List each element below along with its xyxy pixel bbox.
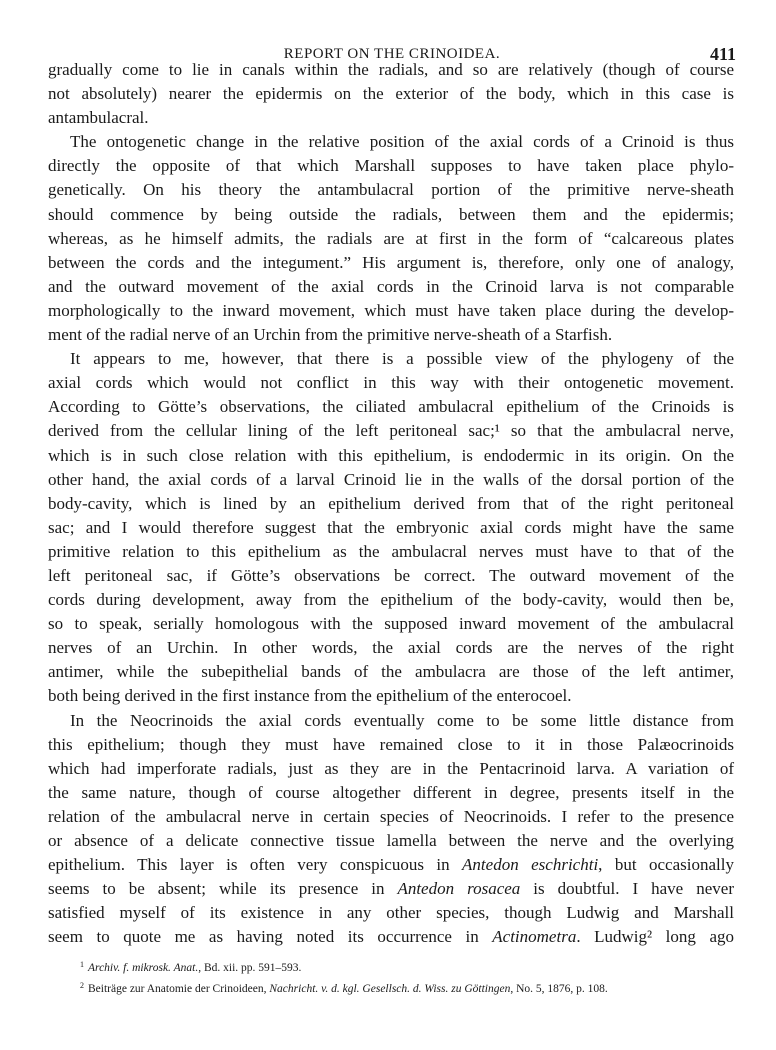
text-line: body-cavity, which is lined by an epithelium derived from that of the right peritoneal <box>48 493 734 513</box>
running-title: REPORT ON THE CRINOIDEA. <box>283 46 501 62</box>
italic-text: Antedon rosacea <box>397 879 521 899</box>
text-line: primitive relation to this epithelium as the ambulacral nerves must have to that of the <box>48 541 734 561</box>
text-line: antambulacral. <box>48 108 149 128</box>
italic-text: Archiv. f. mikrosk. Anat. <box>88 962 199 974</box>
text-line: gradually come to lie in canals within the radials, and so are relatively (though of course <box>48 60 734 79</box>
text-line: It appears to me, however, that there is a possible view of the phylogeny of the <box>70 349 734 369</box>
text-line <box>48 877 734 901</box>
text-line: this epithelium; though they must have remained close to it in those Palæocrinoids <box>48 734 734 754</box>
text-segment: Beiträge zur Anatomie der Crinoideen, <box>88 983 270 995</box>
text-line: morphologically to the inward movement, which must have taken place during the develop- <box>48 300 734 320</box>
text-line: derived from the cellular lining of the left peritoneal sac;¹ so that the ambulacral nerve, <box>48 421 734 441</box>
text-line: which is in such close relation with this epithelium, is endodermic in its origin. On the <box>48 445 734 465</box>
italic-text: Actinometra <box>492 927 577 947</box>
text-segment: seems to be absent; while its presence in <box>48 879 398 899</box>
text-line: ment of the radial nerve of an Urchin from the primitive nerve-sheath of a Starfish. <box>48 325 613 345</box>
footnotes <box>80 956 740 998</box>
text-segment: . Ludwig² long ago <box>576 927 734 947</box>
text-segment: , Bd. xii. pp. 591–593. <box>198 962 302 974</box>
text-line: or absence of a delicate connective tissue lamella between the nerve and the overlying <box>48 831 734 850</box>
text-line: so to speak, serially homologous with the supposed inward movement of the ambulacral <box>48 614 734 634</box>
italic-text: Antedon eschrichti <box>462 855 599 875</box>
text-line <box>48 925 734 949</box>
text-line: nerves of an Urchin. In other words, the axial cords are the nerves of the right <box>48 638 734 658</box>
text-line: whereas, as he himself admits, the radials are at first in the form of “calcareous plates <box>48 228 734 248</box>
footnote-mark: 2 <box>80 981 84 990</box>
text-line: both being derived in the first instance from the epithelium of the enterocoel. <box>48 686 572 706</box>
page-number: 411 <box>709 44 736 64</box>
text-line: should commence by being outside the radials, between them and the epidermis; <box>48 204 734 224</box>
text-line <box>48 853 734 877</box>
paragraph <box>48 130 734 347</box>
text-line: According to Götte’s observations, the ciliated ambulacral epithelium of the Crinoids is <box>48 397 734 417</box>
footnote-mark: 1 <box>80 960 84 969</box>
text-line: The ontogenetic change in the relative position of the axial cords of a Crinoid is thus <box>70 132 734 152</box>
text-line: genetically. On his theory the antambulacral portion of the primitive nerve-sheath <box>48 180 734 200</box>
body-text <box>48 58 734 949</box>
text-segment: seem to quote me as having noted its occurrence in <box>48 927 493 947</box>
text-line: axial cords which would not conflict in this way with their ontogenetic movement. <box>48 373 734 393</box>
text-line: the same nature, though of course altogether different in degree, presents itself in the <box>48 782 734 802</box>
text-line: satisfied myself of its existence in any other species, though Ludwig and Marshall <box>48 903 734 923</box>
text-segment: is doubtful. I have never <box>520 879 734 899</box>
text-segment: , but occasionally <box>598 855 734 875</box>
text-line: sac; and I would therefore suggest that the embryonic axial cords might have the same <box>48 517 734 537</box>
text-line: cords during development, away from the epithelium of the body-cavity, would then be, <box>48 590 734 610</box>
text-line: antimer, while the subepithelial bands of the ambulacra are those of the left antimer, <box>48 662 734 682</box>
text-line: relation of the ambulacral nerve in certain species of Neocrinoids. I refer to the presence <box>48 806 734 826</box>
text-line: which had imperforate radials, just as they are in the Pentacrinoid larva. A variation of <box>48 758 734 778</box>
paragraph <box>48 347 734 708</box>
text-segment: epithelium. This layer is often very conspicuous in <box>48 855 463 875</box>
paragraph <box>48 709 734 950</box>
text-line: between the cords and the integument.” His argument is, therefore, only one of analogy, <box>48 252 734 272</box>
text-line: left peritoneal sac, if Götte’s observations be correct. The outward movement of the <box>48 565 734 585</box>
text-segment: , No. 5, 1876, p. 108. <box>510 983 608 995</box>
footnote <box>80 956 740 977</box>
text-line: not absolutely) nearer the epidermis on the exterior of the body, which in this case is <box>48 84 734 104</box>
text-line: In the Neocrinoids the axial cords eventually come to be some little distance from <box>70 710 734 730</box>
text-line: other hand, the axial cords of a larval Crinoid lie in the walls of the dorsal portion of the <box>48 469 734 489</box>
paragraph <box>48 58 734 130</box>
footnote <box>80 977 740 998</box>
text-line: and the outward movement of the axial cords in the Crinoid larva is not comparable <box>48 276 734 296</box>
italic-text: Nachricht. v. d. kgl. Gesellsch. d. Wiss. zu Göttingen <box>269 983 511 995</box>
text-line: directly the opposite of that which Marshall supposes to have taken place phylo- <box>48 156 734 176</box>
